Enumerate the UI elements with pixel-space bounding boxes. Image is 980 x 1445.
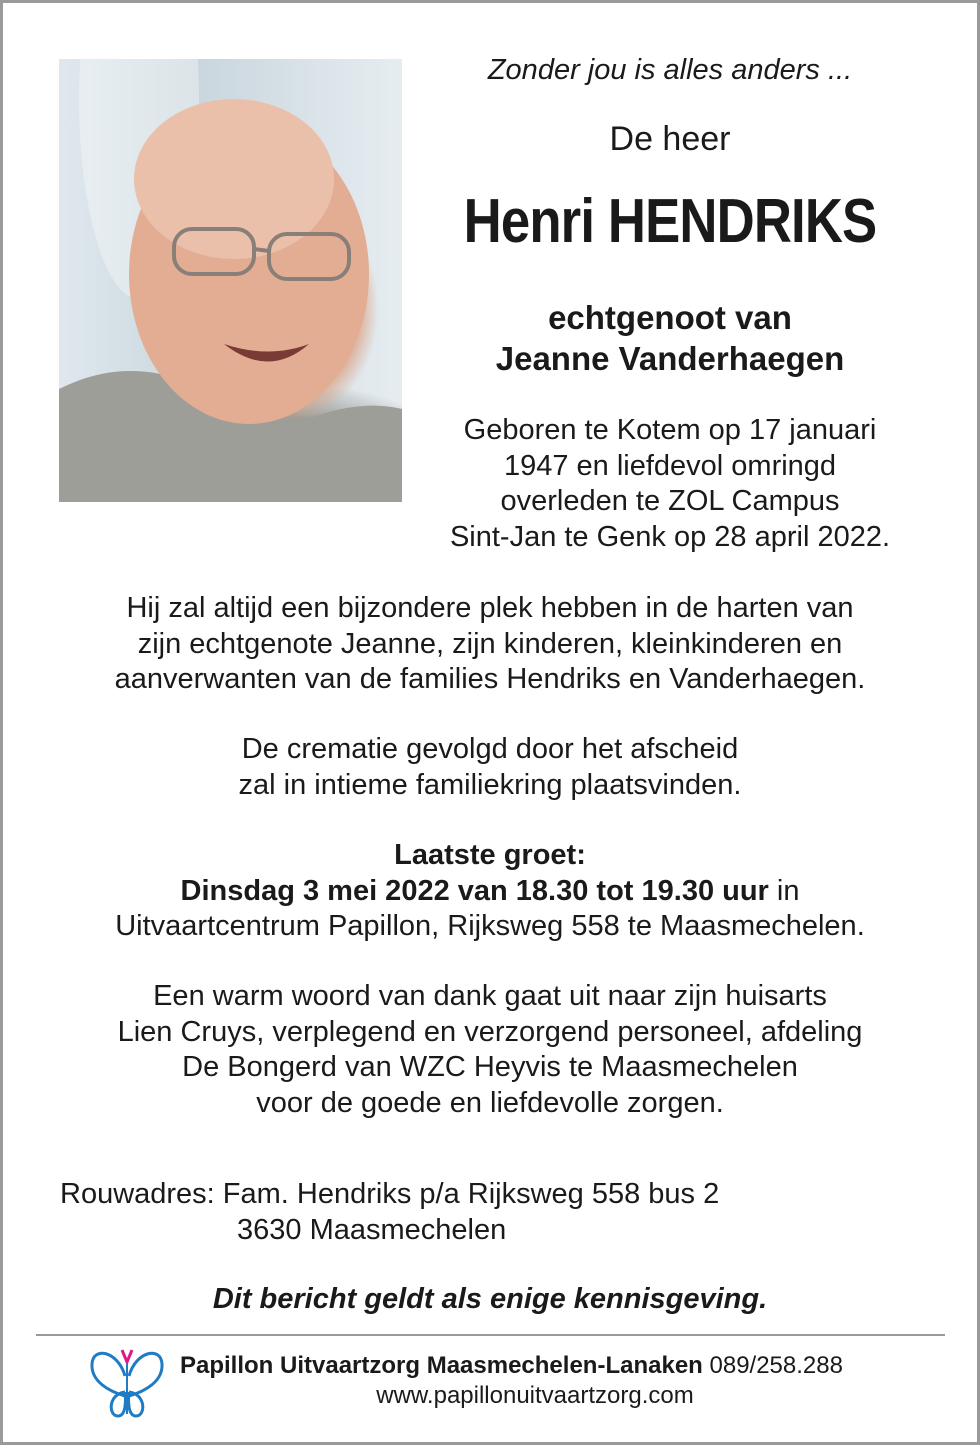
spouse-name: Jeanne Vanderhaegen xyxy=(495,340,845,377)
deceased-name: Henri HENDRIKS xyxy=(463,187,877,256)
company-name: Papillon Uitvaartzorg Maasmechelen-Lanaken xyxy=(180,1352,703,1379)
divider xyxy=(36,1334,945,1336)
text-line: De Bongerd van WZC Heyvis te Maasmechelen xyxy=(182,1051,798,1083)
text-line: 1947 en liefdevol omringd xyxy=(503,449,837,482)
text-line: aanverwanten van de families Hendriks en Vanderhaegen. xyxy=(114,663,866,695)
company-phone[interactable]: 089/258.288 xyxy=(709,1352,843,1379)
tagline: Zonder jou is alles anders ... xyxy=(487,54,853,86)
company-website[interactable]: www.papillonuitvaartzorg.com xyxy=(376,1382,694,1409)
text-line: Hij zal altijd een bijzondere plek hebben in de harten van xyxy=(126,592,854,624)
thanks-paragraph xyxy=(40,979,940,1121)
spouse-info xyxy=(420,297,920,379)
memory-paragraph xyxy=(40,591,940,698)
title-prefix: De heer xyxy=(609,120,731,158)
text-line: zal in intieme familiekring plaatsvinden. xyxy=(238,768,742,801)
address-line: 3630 Maasmechelen xyxy=(237,1213,507,1246)
spouse-line: echtgenoot van xyxy=(548,299,792,336)
text-line: Geboren te Kotem op 17 januari xyxy=(463,414,877,446)
farewell-heading: Laatste groet: xyxy=(394,839,586,871)
address-line: Rouwadres: Fam. Hendriks p/a Rijksweg 558 bus 2 xyxy=(60,1178,720,1210)
birth-death-info xyxy=(420,413,920,555)
text-line: Een warm woord van dank gaat uit naar zijn huisarts xyxy=(153,980,827,1012)
company-info xyxy=(180,1352,843,1380)
text-line: voor de goede en liefdevolle zorgen. xyxy=(256,1086,724,1119)
portrait-photo xyxy=(59,59,402,502)
text-line: De crematie gevolgd door het afscheid xyxy=(241,733,739,765)
farewell-section xyxy=(40,838,940,945)
butterfly-logo-icon xyxy=(88,1346,166,1423)
text-line: Sint-Jan te Genk op 28 april 2022. xyxy=(449,520,891,553)
cremation-paragraph xyxy=(40,732,940,803)
farewell-datetime: Dinsdag 3 mei 2022 van 18.30 tot 19.30 uur xyxy=(180,874,769,907)
text-line: zijn echtgenote Jeanne, zijn kinderen, kleinkinderen en xyxy=(137,627,843,660)
text-line: Lien Cruys, verplegend en verzorgend personeel, afdeling xyxy=(117,1015,863,1048)
notice: Dit bericht geldt als enige kennisgeving. xyxy=(212,1283,768,1315)
text: in xyxy=(768,874,800,907)
text-line: overleden te ZOL Campus xyxy=(500,485,840,517)
farewell-location: Uitvaartcentrum Papillon, Rijksweg 558 te Maasmechelen. xyxy=(115,910,865,942)
mourning-address xyxy=(60,1177,719,1248)
